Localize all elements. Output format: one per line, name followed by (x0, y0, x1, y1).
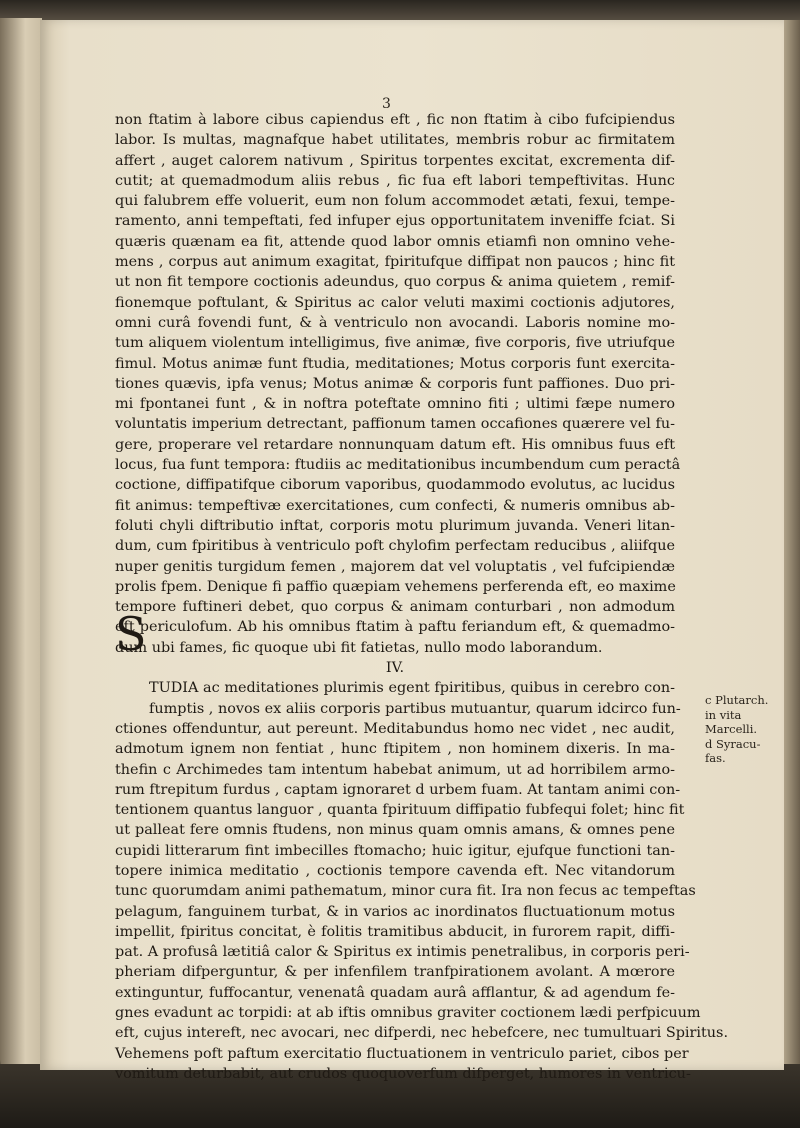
text-line: non ftatim à labore cibus capiendus eft , fic non ftatim à cibo fufcipiendus (115, 112, 675, 128)
text-line: tum aliquem violentum intelligimus, five animæ, five corporis, five utriufque (115, 335, 675, 352)
text-line: dum ubi fames, fic quoque ubi fit fatietas, nullo modo laborandum. (115, 639, 603, 656)
text-line: dum, cum fpiritibus à ventriculo poft chylofim perfectam reducibus , aliifque (115, 538, 675, 555)
margin-note-line: in vita (705, 707, 742, 722)
paragraph-1 (115, 110, 681, 661)
text-line: gnes evadunt ac torpidi: at ab iftis omnibus graviter coctionem lædi perfpicuum (115, 1005, 701, 1022)
text-line: mens , corpus aut animum exagitat, fpiritufque diffipat non paucos ; hinc fit (115, 254, 675, 271)
text-line: foluti chyli diftributio inftat, corporis motu plurimum juvanda. Veneri litan- (115, 517, 675, 534)
text-line: coctione, diffipatifque ciborum vaporibus, quodammodo evolutus, ac lucidus (115, 477, 675, 494)
page-number: 3 (382, 96, 391, 112)
text-line: pelagum, fanguinem turbat, & in varios ac inordinatos fluctuationum motus (115, 903, 675, 920)
text-line: locus, fua funt tempora: ftudiis ac meditationibus incumbendum cum peractâ (115, 457, 681, 474)
text-line: qui falubrem effe voluerit, eum non folum accommodet ætati, fexui, tempe- (115, 193, 675, 210)
text-line: tempore fuftineri debet, quo corpus & animam conturbari , non admodum (115, 599, 675, 616)
text-line: fimul. Motus animæ funt ftudia, meditationes; Motus corporis funt exercita- (115, 355, 675, 372)
margin-note-line: Marcelli. (705, 722, 758, 736)
margin-notes (705, 693, 775, 766)
text-line: labor. Is multas, magnafque habet utilitates, membris robur ac firmitatem (115, 132, 675, 149)
text-line: vomitum deturbabit, aut crudos quoquoverfum difperget, humores in ventricu- (115, 1065, 691, 1082)
scan-top-edge (0, 0, 800, 22)
text-line: fumptis , novos ex aliis corporis partibus mutuantur, quarum idcirco fun- (149, 700, 681, 717)
drop-cap: S (115, 607, 147, 661)
text-line: ctiones offenduntur, aut pereunt. Meditabundus homo nec videt , nec audit, (115, 720, 675, 737)
text-line: ramento, anni tempeftati, fed infuper ejus opportunitatem inveniffe fciat. Si (115, 213, 675, 230)
text-line: gere, properare vel retardare nonnunquam datum eft. His omnibus fuus eft (115, 436, 675, 453)
text-line: nuper genitis turgidum femen , majorem dat vel voluptatis , vel fufcipiendæ (115, 558, 675, 575)
text-line: rum ftrepitum furdus , captam ignoraret d urbem fuam. At tantam animi con- (115, 781, 681, 798)
text-line: prolis fpem. Denique fi paffio quæpiam vehemens perferenda eft, eo maxime (115, 578, 676, 595)
text-line: topere inimica meditatio , coctionis tempore cavenda eft. Nec vitandorum (115, 862, 675, 879)
text-line: fit animus: tempeftivæ exercitationes, cum confecti, & numeris omnibus ab- (115, 497, 675, 514)
text-line: Vehemens poft paftum exercitatio fluctuationem in ventriculo pariet, cibos per (115, 1045, 689, 1062)
text-line: ut palleat fere omnis ftudens, non minus quam omnis amans, & omnes pene (115, 822, 675, 839)
paragraph-2-first-line: TUDIA ac meditationes plurimis egent fpiritibus, quibus in cerebro con- (149, 680, 675, 697)
text-line: mi fpontanei funt , & in noftra poteftate omnino fiti ; ultimi fæpe numero (115, 396, 675, 413)
text-line: fionemque poftulant, & Spiritus ac calor veluti maximi coctionis adjutores, (115, 294, 675, 311)
text-line: affert , auget calorem nativum , Spiritus torpentes excitat, excrementa dif- (115, 152, 675, 169)
text-line: pheriam difperguntur, & per infenfilem tranfpirationem avolant. A mœrore (115, 964, 675, 981)
text-line: eft, cujus intereft, nec avocari, nec difperdi, nec hebefcere, nec tumultuari Spiritus. (115, 1025, 729, 1042)
text-line: admotum ignem non fentiat , hunc ftipitem , non hominem dixeris. In ma- (115, 741, 675, 758)
margin-note-line: c Plutarch. (705, 693, 769, 707)
page-stack-edge (782, 20, 800, 1090)
text-line: cutit; at quemadmodum aliis rebus , fic fua eft labori tempeftivitas. Hunc (115, 172, 675, 189)
text-line: pat. A profusâ lætitiâ calor & Spiritus ex intimis penetralibus, in corporis peri- (115, 944, 690, 961)
text-line: impellit, fpiritus concitat, è folitis tramitibus abducit, in furorem rapit, diffi- (115, 923, 675, 940)
text-line: ut non fit tempore coctionis adeundus, quo corpus & anima quietem , remif- (115, 274, 675, 291)
margin-note-line: d Syracu- (705, 736, 761, 751)
text-line: eft periculofum. Ab his omnibus ftatim à paftu feriandum eft, & quemadmo- (115, 619, 675, 636)
section-heading: IV. (385, 660, 405, 677)
text-line: cupidi litterarum fint imbecilles ftomacho; huic igitur, ejufque functioni tan- (115, 842, 675, 859)
text-line: extinguntur, fuffocantur, venenatâ quadam aurâ afflantur, & ad agendum fe- (115, 984, 675, 1001)
text-line: tentionem quantus languor , quanta fpirituum diffipatio fubfequi folet; hinc fit (115, 802, 685, 819)
book-spine-edge (0, 18, 42, 1078)
text-line: quæris quænam ea fit, attende quod labor omnis etiamfi non omnino vehe- (115, 233, 675, 250)
text-line: omni curâ fovendi funt, & à ventriculo non avocandi. Laboris nomine mo- (115, 314, 675, 331)
text-line: voluntatis imperium detrectant, paffionum tamen occafiones quærere vel fu- (115, 416, 675, 433)
text-line: tunc quorumdam animi pathematum, minor cura fit. Ira non fecus ac tempeftas (115, 883, 696, 900)
text-line: tiones quævis, ipfa venus; Motus animæ & corporis funt paffiones. Duo pri- (115, 375, 675, 392)
text-line: thefin c Archimedes tam intentum habebat animum, ut ad horribilem armo- (115, 761, 675, 778)
margin-note-line: fas. (705, 751, 726, 765)
